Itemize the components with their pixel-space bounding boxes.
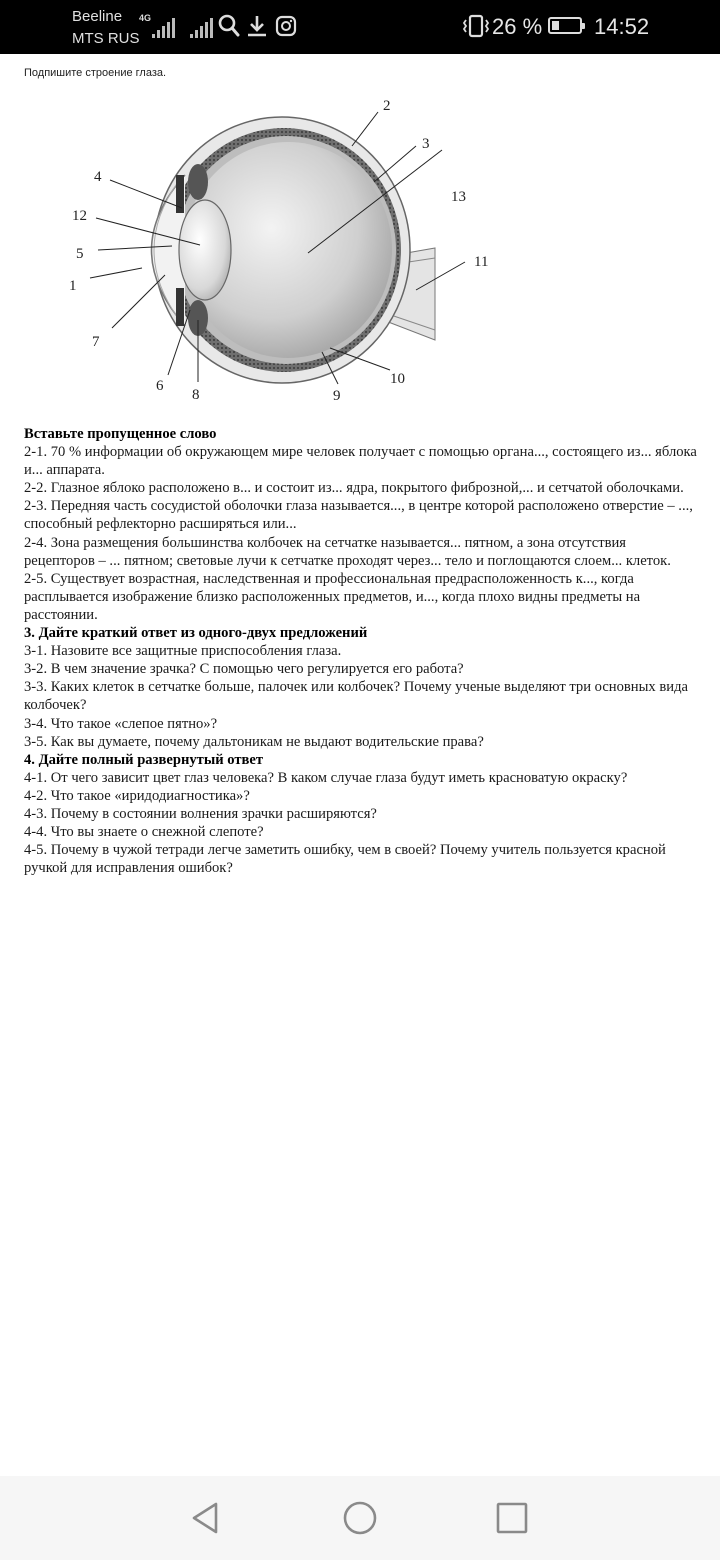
- diagram-label-1: 1: [69, 278, 77, 294]
- back-triangle-icon: [194, 1504, 216, 1532]
- question-item: 4-4. Что вы знаете о снежной слепоте?: [24, 824, 264, 841]
- question-item: 3-4. Что такое «слепое пятно»?: [24, 715, 218, 732]
- diagram-label-9: 9: [333, 388, 341, 404]
- carrier-1-label: Beeline: [72, 8, 123, 25]
- diagram-label-7: 7: [92, 334, 100, 350]
- network-type-label: 4G: [139, 13, 152, 23]
- question-item: 4-1. От чего зависит цвет глаз человека? В каком случае глаза будут иметь красноватую окраску?: [24, 769, 628, 786]
- question-item: 3-2. В чем значение зрачка? С помощью чего регулируется его работа?: [24, 661, 464, 678]
- diagram-label-8: 8: [192, 387, 200, 403]
- section-heading: Вставьте пропущенное слово: [24, 426, 217, 442]
- question-item: 3-3. Каких клеток в сетчатке больше, палочек или колбочек? Почему ученые выделяют три основных вида колбочек?: [24, 679, 688, 714]
- diagram-label-6: 6: [156, 378, 164, 394]
- diagram-label-10: 10: [390, 371, 405, 387]
- eye-structure-diagram: [60, 90, 500, 410]
- question-item: 2-3. Передняя часть сосудистой оболочки глаза называется..., в центре которой расположено отверстие – ..., способный рефлекторно расширяться или...: [24, 498, 693, 533]
- diagram-label-5: 5: [76, 246, 84, 262]
- recents-button[interactable]: [492, 1498, 532, 1538]
- question-item: 3-1. Назовите все защитные приспособления глаза.: [24, 643, 342, 660]
- clock: 14:52: [594, 14, 650, 39]
- home-circle-icon: [345, 1503, 375, 1533]
- question-item: 2-5. Существует возрастная, наследственная и профессиональная предрасположенность к..., когда расплывается изображение близко расположенных предметов, и..., когда плохо видны предметы на расстоянии.: [24, 570, 641, 623]
- diagram-label-11: 11: [474, 254, 489, 270]
- signal-icon: [152, 18, 175, 38]
- instruction-text: Подпишите строение глаза.: [24, 67, 167, 79]
- signal-icon: [190, 18, 213, 38]
- diagram-label-13: 13: [451, 189, 466, 205]
- status-bar: [0, 0, 720, 54]
- question-item: 3-5. Как вы думаете, почему дальтоникам не выдают водительские права?: [24, 733, 484, 750]
- home-button[interactable]: [340, 1498, 380, 1538]
- carrier-2-label: MTS RUS: [72, 30, 140, 47]
- diagram-label-4: 4: [94, 169, 102, 185]
- section-heading: 4. Дайте полный развернутый ответ: [24, 751, 264, 768]
- question-item: 2-1. 70 % информации об окружающем мире человек получает с помощью органа..., состоящего из... яблока и... аппарата.: [24, 444, 697, 479]
- diagram-label-2: 2: [383, 98, 391, 114]
- back-button[interactable]: [186, 1498, 226, 1538]
- vibrate-icon: [462, 14, 490, 38]
- download-icon: [246, 14, 268, 38]
- question-item: 2-2. Глазное яблоко расположено в... и состоит из... ядра, покрытого фиброзной,... и сетчатой оболочками.: [24, 480, 684, 497]
- question-item: 4-5. Почему в чужой тетради легче заметить ошибку, чем в своей? Почему учитель пользуется красной ручкой для исправления ошибок?: [24, 842, 666, 877]
- question-item: 4-3. Почему в состоянии волнения зрачки расширяются?: [24, 805, 377, 822]
- instagram-icon: [275, 14, 297, 38]
- worksheet-text: [24, 425, 700, 877]
- question-item: 4-2. Что такое «иридодиагностика»?: [24, 787, 250, 804]
- question-item: 2-4. Зона размещения большинства колбочек на сетчатке называется... пятном, а зона отсутствия рецепторов – ... пятном; световые лучи к сетчатке проходят через... тело и поглощаются слоем... клеток.: [24, 534, 671, 569]
- battery-percent: 26 %: [492, 14, 543, 39]
- diagram-label-3: 3: [422, 136, 430, 152]
- navigation-bar: [0, 1476, 720, 1560]
- search-icon: [218, 14, 240, 38]
- battery-icon: [548, 17, 582, 34]
- section-heading: 3. Дайте краткий ответ из одного-двух предложений: [24, 625, 368, 642]
- diagram-label-12: 12: [72, 208, 87, 224]
- recents-square-icon: [498, 1504, 526, 1532]
